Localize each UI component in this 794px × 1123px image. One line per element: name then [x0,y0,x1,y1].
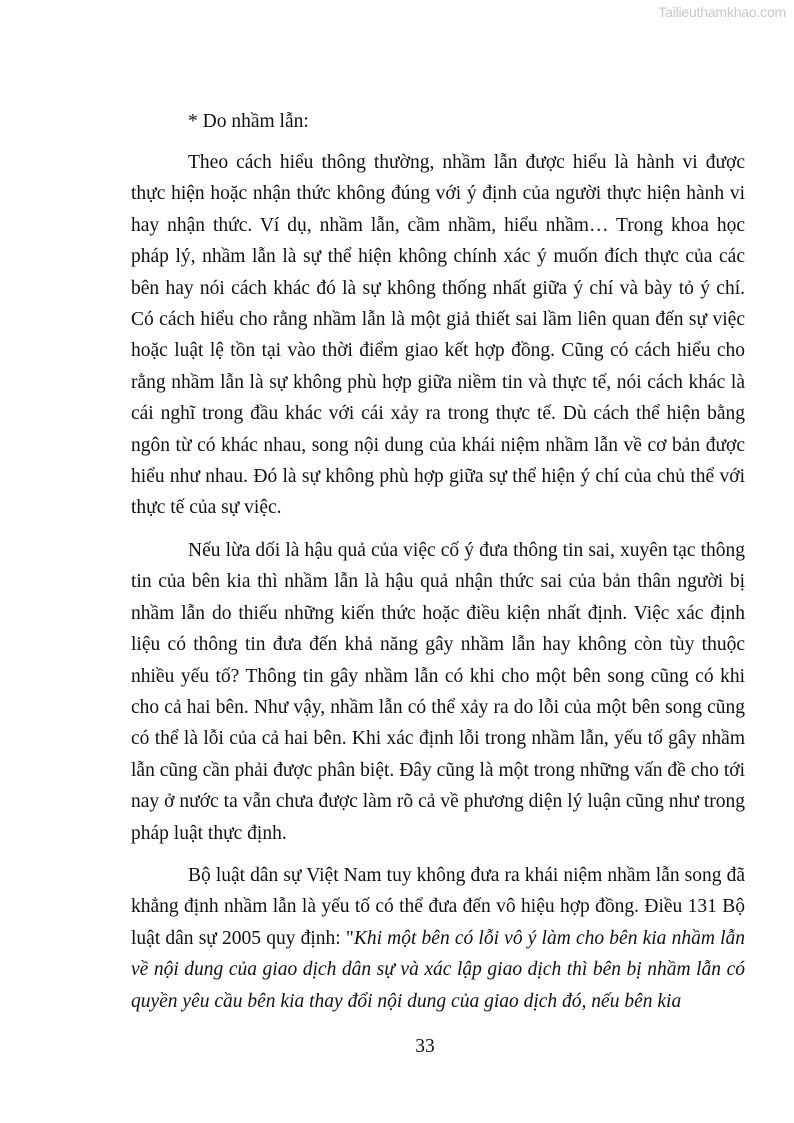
watermark: Tailieuthamkhao.com [658,4,786,20]
page-number: 33 [415,1036,435,1057]
paragraph-3-text: Bộ luật dân sự Việt Nam tuy không đưa ra khái niệm nhầm lẫn song đã khẳng định nhầm lẫn là yếu tố có thể đưa đến vô hiệu hợp đồng. Điều 131 Bộ luật dân sự 2005 quy định: " [131,864,745,949]
paragraph-3 [131,860,745,1017]
paragraph-2: Nếu lừa dối là hậu quả của việc cố ý đưa thông tin sai, xuyên tạc thông tin của bên kia thì nhầm lẫn là hậu quả nhận thức sai của bản thân người bị nhầm lẫn do thiếu những kiến thức hoặc điều kiện nhất định. Việc xác định liệu có thông tin đưa đến khả năng gây nhầm lẫn hay không còn tùy thuộc nhiều yếu tố? Thông tin gây nhầm lẫn có khi cho một bên song cũng có khi cho cả hai bên. Như vậy, nhầm lẫn có thể xảy ra do lỗi của một bên song cũng có thể là lỗi của cả hai bên. Khi xác định lỗi trong nhầm lẫn, yếu tố gây nhầm lẫn cũng cần phải được phân biệt. Đây cũng là một trong những vấn đề cho tới nay ở nước ta vẫn chưa được làm rõ cả về phương diện lý luận cũng như trong pháp luật thực định. [131,539,745,844]
page-content [131,106,745,1028]
paragraph-1: Theo cách hiểu thông thường, nhầm lẫn được hiểu là hành vi được thực hiện hoặc nhận thức không đúng với ý định của người thực hiện hành vi hay nhận thức. Ví dụ, nhầm lẫn, cầm nhầm, hiểu nhầm… Trong khoa học pháp lý, nhầm lẫn là sự thể hiện không chính xác ý muốn đích thực của các bên hay nói cách khác đó là sự không thống nhất giữa ý chí và bày tỏ ý chí. Có cách hiểu cho rằng nhầm lẫn là một giả thiết sai lầm liên quan đến sự việc hoặc luật lệ tồn tại vào thời điểm giao kết hợp đồng. Cũng có cách hiểu cho rằng nhầm lẫn là sự không phù hợp giữa niềm tin và thực tế, nói cách khác là cái nghĩ trong đầu khác với cái xảy ra trong thực tế. Dù cách thể hiện bằng ngôn từ có khác nhau, song nội dung của khái niệm nhầm lẫn về cơ bản được hiểu như nhau. Đó là sự không phù hợp giữa sự thể hiện ý chí của chủ thể với thực tế của sự việc. [131,152,745,519]
section-heading: * Do nhầm lẫn: [188,111,309,132]
legal-quote: Khi một bên có lỗi vô ý làm cho bên kia nhầm lẫn về nội dung của giao dịch dân sự và xác lập giao dịch thì bên bị nhầm lẫn có quyền yêu cầu bên kia thay đổi nội dung của giao dịch đó, nếu bên kia [131,927,745,1012]
